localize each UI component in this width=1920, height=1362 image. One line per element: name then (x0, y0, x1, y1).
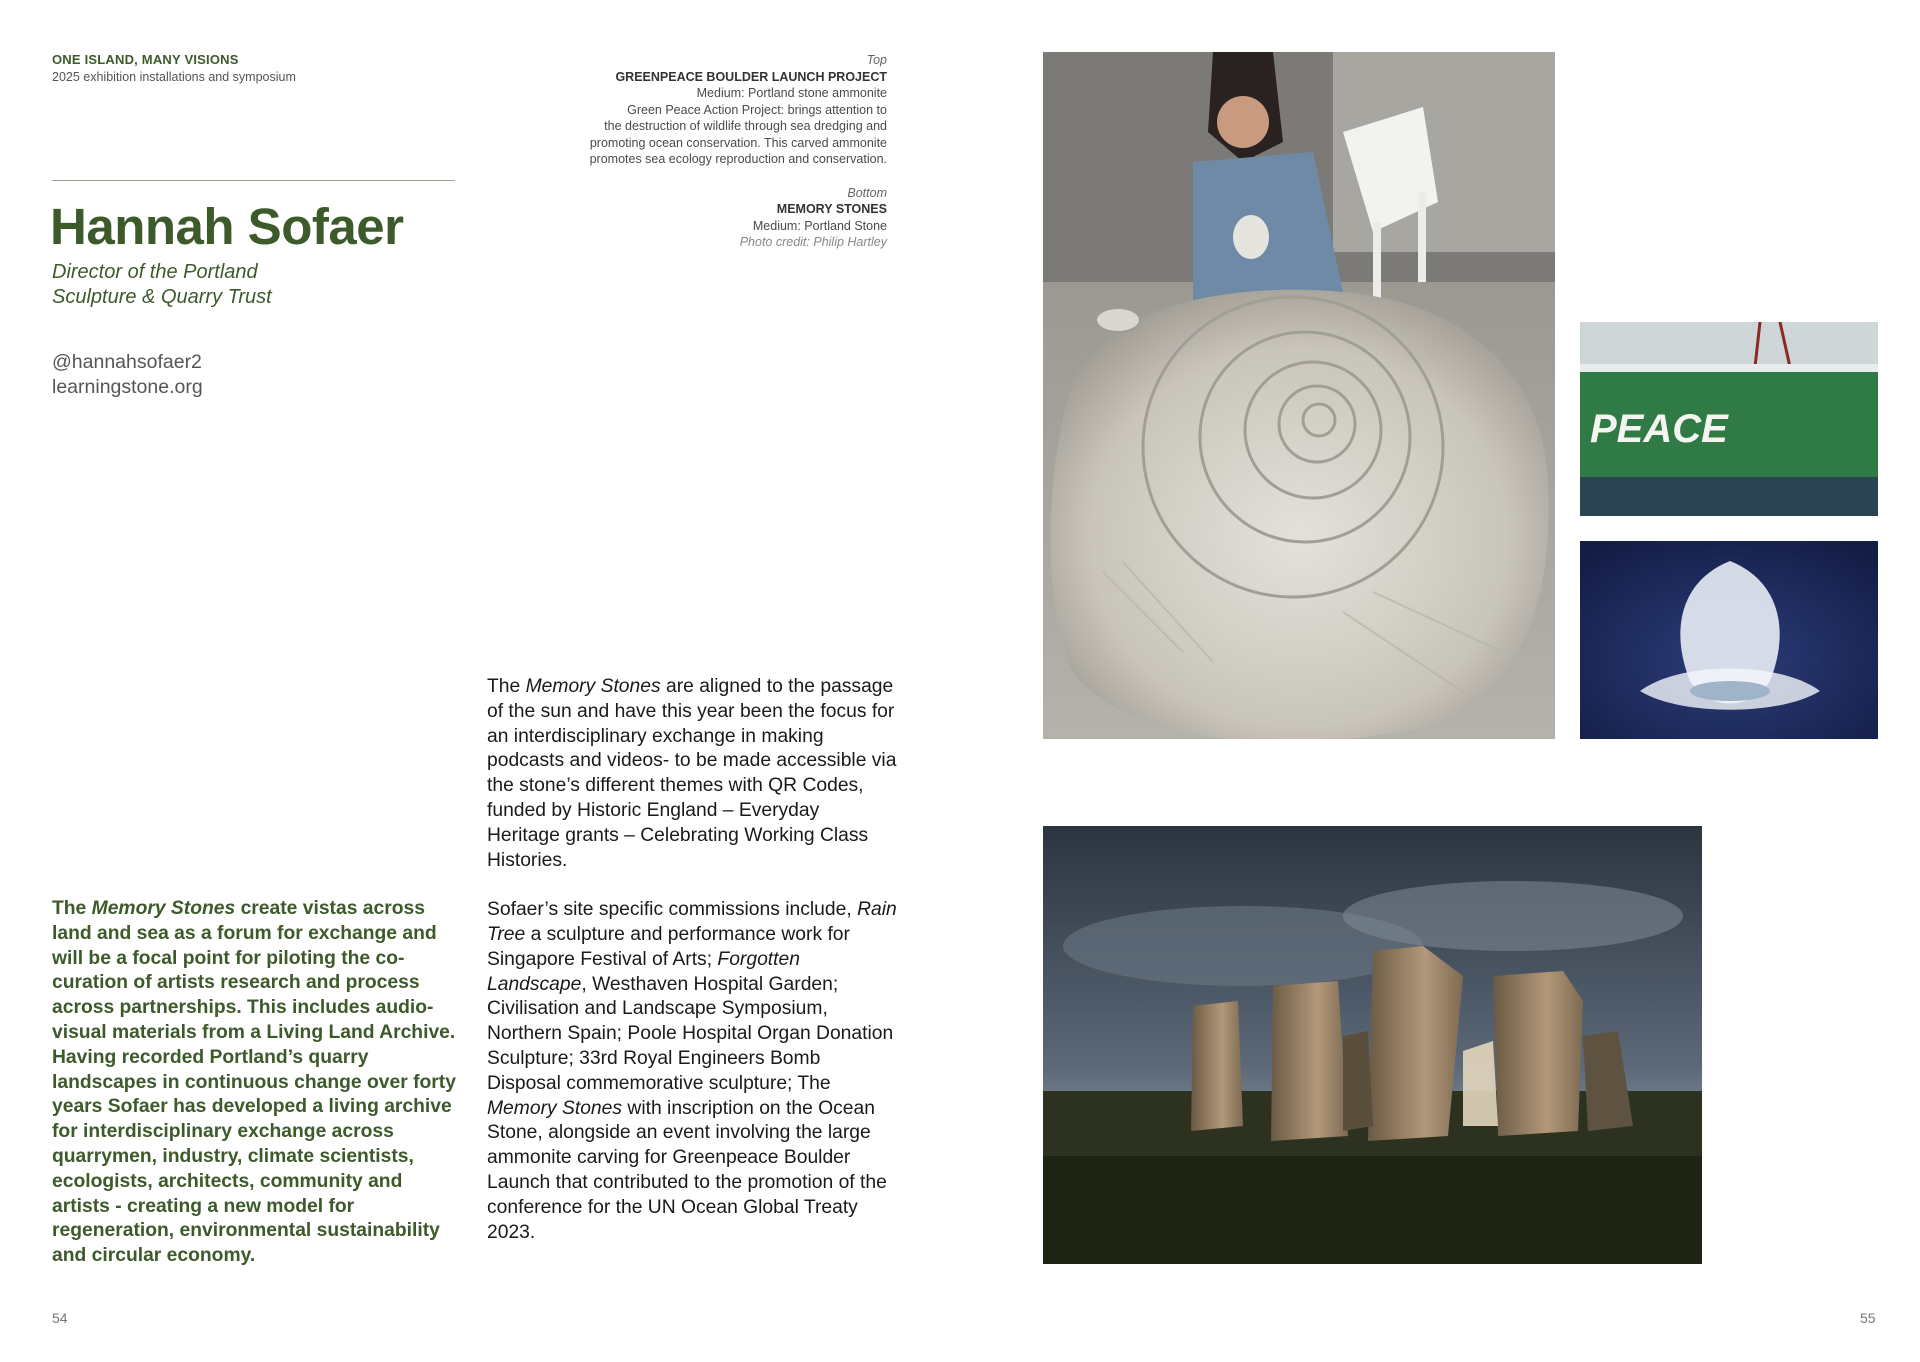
body-paragraph (487, 898, 897, 1245)
boulder-splash-photo (1580, 541, 1878, 739)
body-span: Sofaer’s site specific commissions include, (487, 899, 858, 921)
role-line: Director of the Portland (52, 261, 258, 283)
memory-stones-photo (1043, 826, 1702, 1264)
caption-top-line: Medium: Portland stone ammonite (696, 86, 887, 100)
body-text (487, 675, 897, 1270)
body-italic: Rain Tree (487, 899, 897, 945)
social-handle: @hannahsofaer2 (52, 351, 202, 373)
website-link[interactable]: learningstone.org (52, 376, 203, 398)
role-line: Sculpture & Quarry Trust (52, 286, 272, 308)
caption-top-label: Top (866, 53, 887, 67)
body-italic: Forgotten Landscape (487, 948, 800, 995)
caption-bottom-label: Bottom (847, 185, 887, 200)
ship-hull-lettering: PEACE (1590, 407, 1728, 451)
artist-name: Hannah Sofaer (50, 198, 404, 255)
page-number-right: 55 (1860, 1310, 1876, 1326)
body-italic: Memory Stones (525, 676, 661, 697)
lead-text: create vistas across land and sea as a forum for exchange and will be a focal point for piloting the co-curation of artists research and process across partnerships. This includes audio-visual materials from a Living Land Archive. Having recorded Portland’s quarry landscapes in continuous change over forty years Sofaer has developed a living archive for interdisciplinary exchange across quarrymen, industry, climate scientists, ecologists, architects, community and artists - creating a new model for regeneration, environmental sustainability and circular economy. (52, 898, 456, 1267)
divider-rule (52, 180, 455, 181)
caption-top-line: Green Peace Action Project: brings attention to (627, 102, 887, 117)
caption-bottom-medium: Medium: Portland Stone (752, 218, 887, 233)
lead-text: The (52, 898, 92, 919)
page-number-left: 54 (52, 1310, 68, 1326)
body-span: a sculpture and performance work for Singapore Festival of Arts; (487, 923, 850, 970)
body-italic: Memory Stones (487, 1097, 623, 1119)
ammonite-carving-photo (1043, 52, 1555, 739)
photo-caption (500, 52, 887, 251)
body-span: with inscription on the Ocean Stone, alongside an event involving the large ammonite carving for Greenpeace Boulder Launch that contributed to the promotion of the conference for the UN Ocean Global Treaty 2023. (487, 1097, 887, 1243)
caption-top-line: promotes sea ecology reproduction and conservation. (589, 152, 887, 166)
lead-paragraph (52, 897, 456, 1269)
photo-credit: Photo credit: Philip Hartley (739, 235, 887, 249)
contact-info (52, 350, 203, 400)
greenpeace-ship-photo (1580, 322, 1878, 516)
body-paragraph (487, 675, 897, 873)
lead-italic: Memory Stones (91, 898, 236, 919)
body-span: , Westhaven Hospital Garden; Civilisation and Landscape Symposium, Northern Spain; Poole Hospital Organ Donation Sculpture; 33rd Royal Engineers Bomb Disposal commemorative sculpture; The (487, 973, 894, 1094)
body-span: The (487, 676, 526, 697)
caption-top-title: GREENPEACE BOULDER LAUNCH PROJECT (615, 69, 887, 84)
caption-top-line: promoting ocean conservation. This carved ammonite (589, 135, 887, 150)
publication-title: ONE ISLAND, MANY VISIONS (52, 52, 239, 67)
body-span: are aligned to the passage of the sun and have this year been the focus for an interdisciplinary exchange in making podcasts and videos- to be made accessible via the stone’s different themes with QR Codes, funded by Historic England – Everyday Heritage grants – Celebrating Working Class Histories. (487, 676, 897, 871)
caption-top-line: the destruction of wildlife through sea dredging and (604, 119, 887, 133)
artist-role (52, 260, 432, 310)
publication-subtitle: 2025 exhibition installations and symposium (52, 70, 296, 84)
caption-bottom-title: MEMORY STONES (776, 202, 887, 216)
